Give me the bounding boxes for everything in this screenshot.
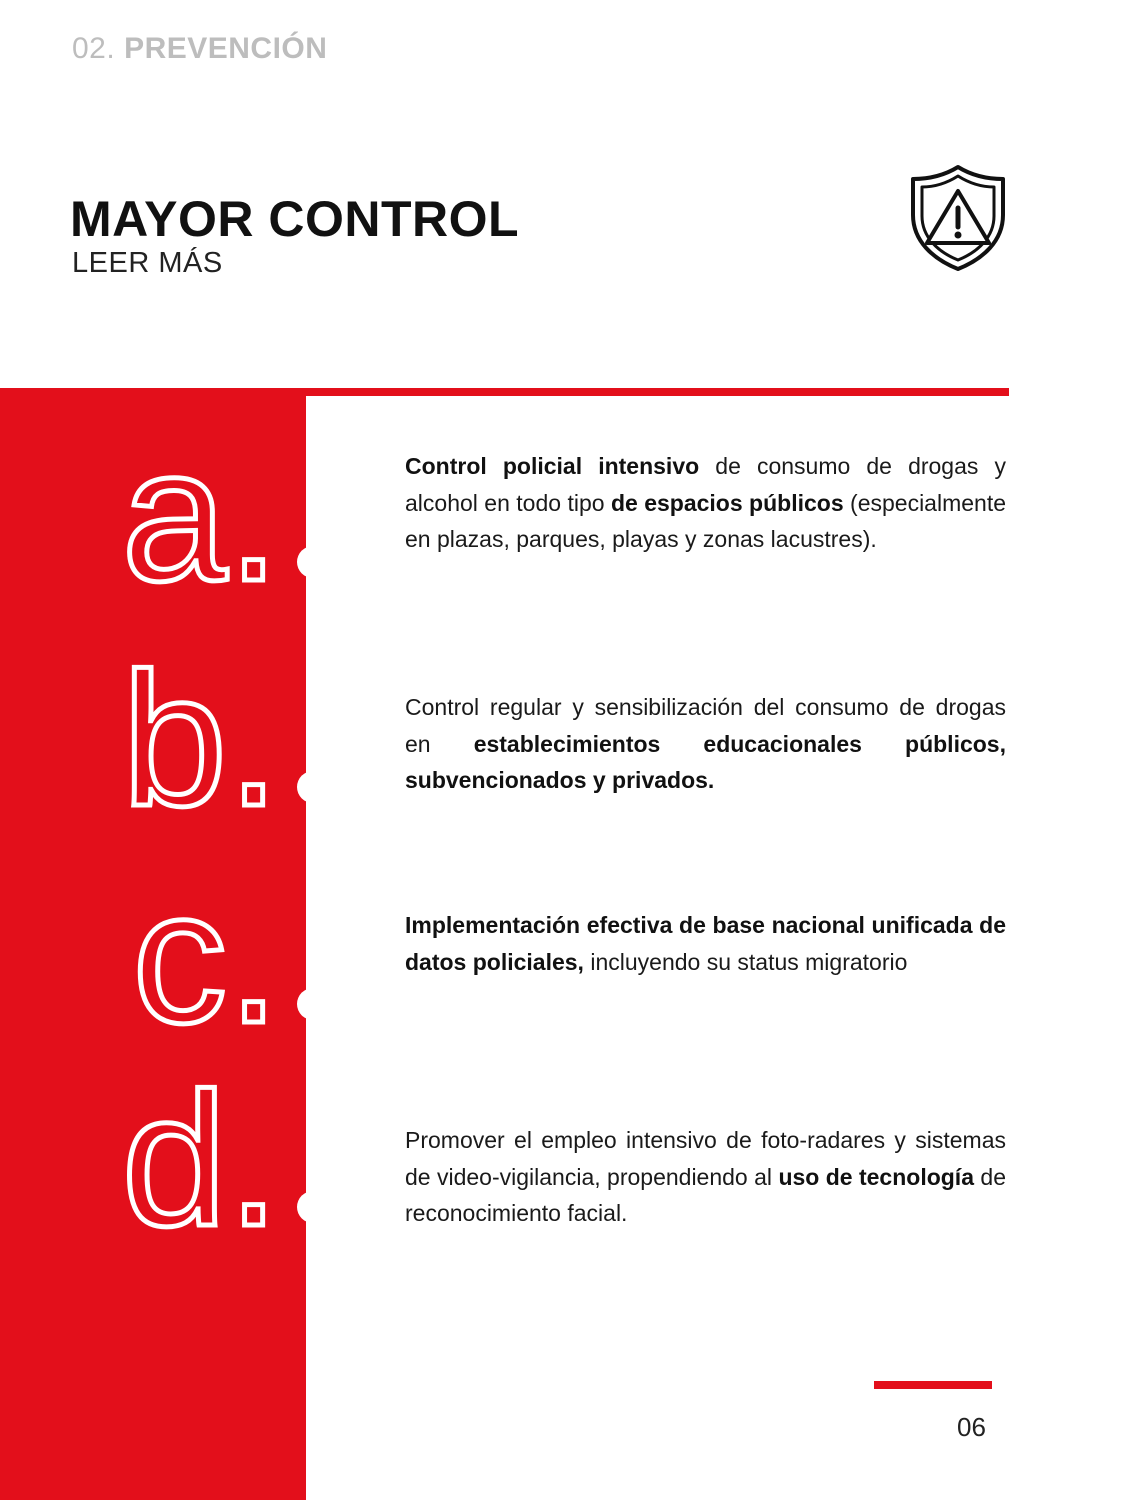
- shield-warning-icon: [905, 163, 1011, 273]
- text-run: (especialmente en plazas, parques, playas y zonas lacustres).: [405, 489, 1006, 552]
- page-title: MAYOR CONTROL: [70, 191, 520, 247]
- text-run: Promover el empleo intensivo de foto-radares y sistemas de video-vigilancia, propendiendo al: [405, 1127, 1006, 1190]
- section-number: 02.: [72, 32, 116, 65]
- text-run: Control regular y sensibilización del consumo de drogas en: [405, 694, 1006, 757]
- read-more-link[interactable]: LEER MÁS: [72, 247, 223, 279]
- bottom-divider: [874, 1381, 992, 1389]
- item-d-text: [405, 1122, 1006, 1232]
- item-b-text: [405, 689, 1006, 799]
- bold-text-run: uso de tecnología: [778, 1163, 974, 1190]
- item-letter: d.: [121, 1075, 280, 1255]
- bold-text-run: Control policial intensivo: [405, 453, 700, 479]
- item-marker-d: [110, 1075, 350, 1255]
- text-run: incluyendo su status migratorio: [583, 948, 908, 975]
- item-letter: b.: [121, 655, 280, 835]
- top-divider: [306, 388, 1009, 396]
- item-marker-b: [110, 655, 350, 835]
- text-run: de consumo de drogas y alcohol en todo tipo: [405, 453, 1006, 516]
- item-a-text: [405, 448, 1006, 558]
- item-letter: c.: [132, 872, 280, 1052]
- page-number: 06: [957, 1412, 986, 1442]
- item-letter: a.: [121, 430, 280, 610]
- text-run: de reconocimiento facial.: [405, 1163, 1006, 1226]
- section-name: PREVENCIÓN: [124, 32, 328, 65]
- bold-text-run: Implementación efectiva de base nacional unificada de datos policiales,: [405, 912, 1006, 975]
- section-label: [72, 32, 327, 66]
- bold-text-run: establecimientos educacionales públicos, subvencionados y privados.: [405, 730, 1006, 793]
- item-marker-c: [110, 872, 350, 1052]
- bold-text-run: de espacios públicos: [610, 489, 844, 516]
- item-c-text: [405, 907, 1006, 980]
- item-marker-a: [110, 430, 350, 610]
